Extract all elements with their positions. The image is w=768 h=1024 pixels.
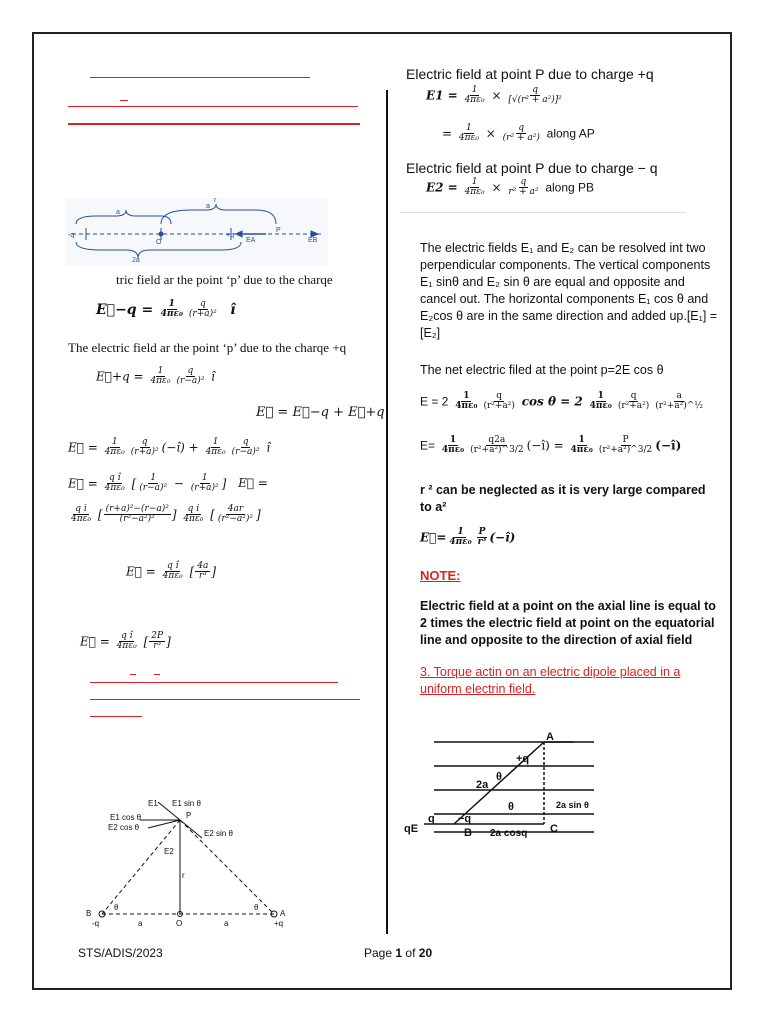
paragraph-net-field: The net electric filed at the point p=2E cos θ — [420, 363, 664, 377]
eq-E1: E1 = $\frac{1}{\text{4πε₀}}$ × $\frac{q}{\text{[√(r² + a²)]²}}$ — [426, 85, 562, 106]
diagram2-label-B: B — [86, 909, 92, 918]
diagram2-label-theta2: θ — [254, 903, 259, 912]
diagram1-label-EA: EA — [246, 237, 256, 244]
eq-E-minus-q: E⃗−q = $\frac{1}{\text{4πε₀}}$ $\frac{q}{\text{(r+a)²}}$ î — [96, 299, 236, 320]
eq-E-expanded: E⃗ = $\frac{1}{\text{4πε₀}}$ $\frac{q}{\text{(r+a)²}}$ (−î) + $\frac{1}{\text{4πε₀}}$ $\frac{q}{\text{(r−a)²}}$ î — [68, 437, 271, 458]
torque-dipole-diagram — [404, 728, 600, 844]
page-number: Page 1 of 20 — [364, 946, 433, 960]
eq-E2: E2 = $\frac{1}{\text{4πε₀}}$ × $\frac{q}{\text{r² + a²}}$ along PB — [426, 177, 595, 198]
diagram2-label-theta1: θ — [114, 903, 119, 912]
eq-E-P-r3: E⃗= $\frac{1}{\text{4πε₀}}$ $\frac{P}{\text{r³}}$ (−î) — [420, 527, 516, 548]
left-text-field-minus: tric field ar the point ‘p’ due to the charqe — [116, 272, 333, 287]
red-rule-2 — [68, 106, 358, 107]
diagram1-label-r: r — [214, 198, 217, 204]
diagram3-label-q: q — [428, 813, 435, 825]
red-rule-1 — [90, 77, 310, 78]
red-rule-dash2 — [130, 674, 136, 675]
diagram2-label-E1: E1 — [148, 799, 158, 808]
footer-code: STS/ADIS/2023 — [78, 946, 163, 960]
image-edge — [400, 212, 686, 213]
red-rule-4 — [90, 682, 338, 683]
heading-field-minus-q: Electric field at point P due to charge − q — [406, 160, 658, 176]
diagram2-label-E2sin: E2 sin θ — [204, 829, 233, 838]
red-rule-dash — [120, 100, 128, 101]
eq-E1-simplified: = $\frac{1}{\text{4πε₀}}$ × $\frac{q}{\text{(r² + a²)}}$ along AP — [442, 123, 595, 144]
diagram3-label-A: A — [546, 731, 554, 743]
eq-E-plus-label: E⃗+q = — [96, 369, 144, 384]
axial-dipole-diagram — [66, 198, 328, 266]
red-rule-5 — [90, 699, 360, 700]
diagram2-label-O: O — [176, 919, 183, 928]
paragraph-neglect: r ² can be neglected as it is very large compared to a² — [420, 483, 706, 514]
diagram2-label-E1cos: E1 cos θ — [110, 813, 142, 822]
diagram1-label-2a: 2a — [132, 257, 140, 264]
eq-E-combined: $\frac{\text{q i}}{\text{4πε₀}}$ [ $\frac{\text{(r+a)²−(r−a)²}}{\text{(r²−a²)²}}$ ] $\frac{\text{q i}}{\text{4πε₀}}$ [ $\frac{4ar}{\text{(r²−a²)²}}$ ] — [71, 504, 261, 525]
eq-E-final-form: E= $\frac{1}{\text{4πε₀}}$ $\frac{q2a}{\text{(r²+a²)\textasciicircum{}3/2}}$ (−î) = $\frac{1}{\text{4πε₀}}$ $\frac{P}{\text{(r²+a²)\textasciicircum{}3/2}}$ (−î) — [420, 435, 682, 456]
eq-E-4a: E⃗ = $\frac{\text{q î}}{\text{4πε₀}}$ [ $\frac{4a}{\text{r³}}$ ] — [126, 561, 217, 582]
diagram2-label-P: P — [186, 811, 192, 820]
red-rule-dash3 — [154, 674, 160, 675]
diagram1-label-EB: EB — [308, 237, 318, 244]
diagram2-label-plus-q: +q — [274, 919, 284, 928]
left-text-field-plus: The electric field ar the point ‘p’ due to the charqe +q — [68, 340, 347, 355]
diagram3-label-qE: qE — [404, 823, 419, 835]
red-rule-6 — [90, 716, 142, 717]
diagram2-label-minus-q: -q — [92, 919, 100, 928]
eq-E-sum: E⃗ = E⃗−q + E⃗+q — [256, 405, 385, 420]
note-text: Electric field at a point on the axial line is equal to 2 times the electric field at point on the equatorial line and opposite to the direction of axial field — [420, 599, 716, 647]
diagram3-label-minus-q: −q — [458, 813, 472, 825]
diagram1-label-plus-q: +q — [226, 232, 234, 239]
diagram2-label-E2cos: E2 cos θ — [108, 823, 140, 832]
paragraph-resolve: The electric fields E₁ and E₂ can be resolved int two perpendicular components. The vertical components E₁ sinθ and E₂ sin θ are equal and opposite and cancel out. The horizontal components E₁ cos θ and E₂cos θ are in the same direction and added up.[E₁] = [E₂] — [420, 241, 718, 340]
torque-heading: 3. Torque actin on an electric dipole placed in a uniform electrin field. — [420, 665, 681, 696]
diagram1-label-a: a — [116, 209, 120, 216]
diagram1-label-O: O — [156, 239, 162, 246]
diagram3-label-2acos: 2a cosq — [490, 828, 528, 839]
eq-E-minus-label: E⃗−q = — [96, 301, 154, 318]
along-PB: along PB — [545, 180, 595, 195]
eq-E-2Ecos: E = 2 $\frac{1}{\text{4πε₀}}$ $\frac{q}{\text{(r²+a²)}}$ cos θ = 2 $\frac{1}{\text{4πε₀}}$ $\frac{q}{\text{(r²+a²)}}$ $\frac{a}{\text{(r²+a²)\textasciicircum{}½}}$ — [420, 391, 704, 412]
note-heading: NOTE: — [420, 568, 461, 583]
diagram2-label-A: A — [280, 909, 286, 918]
eq-E-bracket: E⃗ = $\frac{\text{q î}}{\text{4πε₀}}$ [ $\frac{1}{\text{(r−a)²}}$ − $\frac{1}{\text{(r+a)²}}$ ] E⃗ = — [68, 473, 268, 494]
diagram3-label-C: C — [550, 823, 558, 835]
heading-field-plus-q: Electric field at point P due to charge +q — [406, 66, 654, 82]
diagram2-label-a2: a — [224, 919, 229, 928]
red-rule-3 — [68, 123, 360, 125]
diagram3-label-theta1: θ — [496, 771, 502, 783]
column-divider — [386, 90, 388, 934]
diagram2-label-a1: a — [138, 919, 143, 928]
diagram3-label-2a: 2a — [476, 779, 489, 791]
diagram3-label-theta2: θ — [508, 801, 514, 813]
eq-E-2P: E⃗ = $\frac{\text{q î}}{\text{4πε₀}}$ [ $\frac{2P}{\text{r³}}$ ] — [80, 631, 171, 652]
diagram1-label-P: P — [276, 227, 281, 234]
equatorial-dipole-diagram — [78, 796, 314, 928]
diagram1-label-minus-q: -q — [68, 232, 75, 239]
eq-E-plus-q: E⃗+q = $\frac{1}{\text{4πε₀}}$ $\frac{q}{\text{(r−a)²}}$ î — [96, 366, 215, 387]
diagram2-label-E1sin: E1 sin θ — [172, 799, 201, 808]
diagram3-label-B: B — [464, 827, 472, 839]
diagram1-label-a2: a — [206, 203, 210, 210]
diagram3-label-2asin: 2a sin θ — [556, 800, 589, 810]
diagram2-label-r: r — [182, 871, 185, 880]
diagram3-label-plus-q: +q — [516, 753, 530, 765]
diagram2-label-E2: E2 — [164, 847, 174, 856]
along-AP: along AP — [546, 126, 595, 141]
